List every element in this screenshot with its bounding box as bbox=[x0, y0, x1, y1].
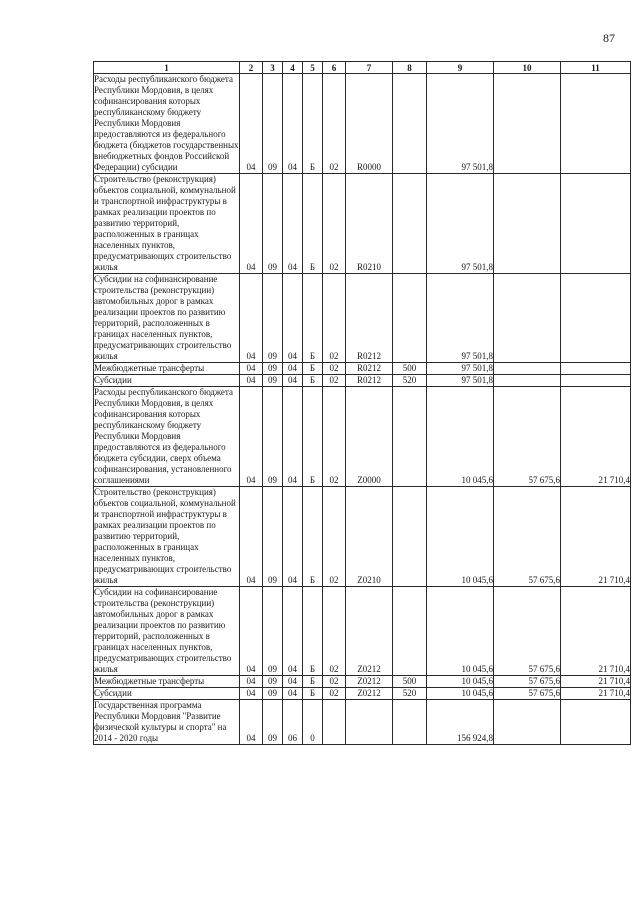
table-row bbox=[94, 375, 631, 387]
cell-c6: 02 bbox=[323, 274, 346, 363]
row-name bbox=[94, 387, 240, 487]
cell-c4: 04 bbox=[283, 387, 303, 487]
cell-c11 bbox=[561, 375, 631, 387]
cell-c8: 500 bbox=[393, 676, 427, 688]
cell-c3: 09 bbox=[263, 174, 283, 274]
row-name bbox=[94, 74, 240, 174]
cell-c5: Б bbox=[303, 487, 323, 587]
cell-c6: 02 bbox=[323, 74, 346, 174]
cell-c5: Б bbox=[303, 174, 323, 274]
row-name bbox=[94, 363, 240, 375]
cell-c2: 04 bbox=[240, 387, 263, 487]
cell-c4: 04 bbox=[283, 363, 303, 375]
row-name bbox=[94, 174, 240, 274]
column-header: 10 bbox=[494, 62, 561, 74]
cell-c6: 02 bbox=[323, 375, 346, 387]
cell-c5: Б bbox=[303, 363, 323, 375]
cell-c4: 04 bbox=[283, 676, 303, 688]
cell-c5: Б bbox=[303, 375, 323, 387]
cell-c6: 02 bbox=[323, 688, 346, 700]
row-name-text: Государственная программа Республики Мордовия "Развитие физической культуры и спорта" на 2014 - 2020 годы bbox=[94, 700, 227, 743]
row-name-text: Межбюджетные трансферты bbox=[94, 363, 205, 373]
cell-c7: Z0212 bbox=[346, 587, 393, 676]
cell-c8 bbox=[393, 487, 427, 587]
cell-c5: Б bbox=[303, 274, 323, 363]
cell-c11: 21 710,4 bbox=[561, 676, 631, 688]
cell-c7: Z0000 bbox=[346, 387, 393, 487]
cell-c2: 04 bbox=[240, 363, 263, 375]
cell-c7: R0212 bbox=[346, 274, 393, 363]
row-name-text: Субсидии на софинансирование строительства (реконструкции) автомобильных дорог в рамках реализации проектов по развитию территорий, расположенных в границах населенных пунктов, предусматривающих строительство жилья bbox=[94, 274, 232, 361]
cell-c3: 09 bbox=[263, 487, 283, 587]
cell-c9: 10 045,6 bbox=[427, 387, 494, 487]
row-name-text: Расходы республиканского бюджета Республики Мордовия, в целях софинансирования которых республиканскому бюджету Республики Мордовия предоставляются из федерального бюджета субсидии, сверх объема софинансирования, установленного соглашениями bbox=[94, 387, 233, 485]
cell-c3: 09 bbox=[263, 387, 283, 487]
cell-c9: 97 501,8 bbox=[427, 375, 494, 387]
cell-c2: 04 bbox=[240, 375, 263, 387]
row-name bbox=[94, 587, 240, 676]
cell-c7: R0210 bbox=[346, 174, 393, 274]
column-header: 7 bbox=[346, 62, 393, 74]
cell-c4: 04 bbox=[283, 487, 303, 587]
cell-c9: 156 924,8 bbox=[427, 700, 494, 745]
row-name-text: Строительство (реконструкция) объектов социальной, коммунальной и транспортной инфраструктуры в рамках реализации проектов по развитию территорий, расположенных в границах населенных пунктов, предусматривающих строительство жилья bbox=[94, 174, 236, 272]
cell-c3: 09 bbox=[263, 74, 283, 174]
column-header: 11 bbox=[561, 62, 631, 74]
cell-c3: 09 bbox=[263, 700, 283, 745]
cell-c10: 57 675,6 bbox=[494, 387, 561, 487]
column-header: 8 bbox=[393, 62, 427, 74]
cell-c9: 97 501,8 bbox=[427, 363, 494, 375]
cell-c11 bbox=[561, 174, 631, 274]
cell-c9: 10 045,6 bbox=[427, 688, 494, 700]
cell-c2: 04 bbox=[240, 688, 263, 700]
cell-c9: 97 501,8 bbox=[427, 174, 494, 274]
row-name bbox=[94, 688, 240, 700]
cell-c11: 21 710,4 bbox=[561, 688, 631, 700]
cell-c9: 10 045,6 bbox=[427, 587, 494, 676]
page-number: 87 bbox=[603, 31, 615, 45]
header-row bbox=[94, 62, 631, 74]
cell-c7 bbox=[346, 700, 393, 745]
cell-c3: 09 bbox=[263, 688, 283, 700]
cell-c3: 09 bbox=[263, 676, 283, 688]
cell-c10: 57 675,6 bbox=[494, 688, 561, 700]
table-row bbox=[94, 587, 631, 676]
cell-c5: Б bbox=[303, 587, 323, 676]
cell-c6: 02 bbox=[323, 587, 346, 676]
cell-c8 bbox=[393, 74, 427, 174]
cell-c11 bbox=[561, 74, 631, 174]
column-header: 3 bbox=[263, 62, 283, 74]
cell-c10 bbox=[494, 375, 561, 387]
cell-c4: 04 bbox=[283, 274, 303, 363]
cell-c10 bbox=[494, 274, 561, 363]
cell-c4: 04 bbox=[283, 587, 303, 676]
cell-c7: R0000 bbox=[346, 74, 393, 174]
table-row bbox=[94, 174, 631, 274]
cell-c5: Б bbox=[303, 387, 323, 487]
cell-c6: 02 bbox=[323, 676, 346, 688]
cell-c7: R0212 bbox=[346, 375, 393, 387]
cell-c5: Б bbox=[303, 688, 323, 700]
cell-c4: 04 bbox=[283, 375, 303, 387]
cell-c9: 97 501,8 bbox=[427, 274, 494, 363]
table-row bbox=[94, 487, 631, 587]
cell-c11 bbox=[561, 363, 631, 375]
row-name-text: Строительство (реконструкция) объектов социальной, коммунальной и транспортной инфраструктуры в рамках реализации проектов по развитию территорий, расположенных в границах населенных пунктов, предусматривающих строительство жилья bbox=[94, 487, 236, 585]
table-row bbox=[94, 700, 631, 745]
cell-c11: 21 710,4 bbox=[561, 487, 631, 587]
row-name-text: Межбюджетные трансферты bbox=[94, 676, 205, 686]
cell-c9: 97 501,8 bbox=[427, 74, 494, 174]
cell-c10: 57 675,6 bbox=[494, 487, 561, 587]
row-name bbox=[94, 700, 240, 745]
table-row bbox=[94, 363, 631, 375]
table-row bbox=[94, 688, 631, 700]
cell-c8 bbox=[393, 700, 427, 745]
column-header: 9 bbox=[427, 62, 494, 74]
row-name-text: Субсидии bbox=[94, 375, 132, 385]
cell-c6: 02 bbox=[323, 487, 346, 587]
cell-c4: 04 bbox=[283, 688, 303, 700]
cell-c2: 04 bbox=[240, 174, 263, 274]
cell-c6: 02 bbox=[323, 363, 346, 375]
cell-c4: 04 bbox=[283, 174, 303, 274]
cell-c4: 04 bbox=[283, 74, 303, 174]
table-row bbox=[94, 676, 631, 688]
cell-c3: 09 bbox=[263, 274, 283, 363]
row-name-text: Расходы республиканского бюджета Республики Мордовия, в целях софинансирования которых республиканскому бюджету Республики Мордовия предоставляются из федерального бюджета (бюджетов государственных внебюджетных фондов Российской Федерации) субсидии bbox=[94, 74, 239, 172]
cell-c4: 06 bbox=[283, 700, 303, 745]
cell-c8 bbox=[393, 274, 427, 363]
cell-c8 bbox=[393, 587, 427, 676]
cell-c6: 02 bbox=[323, 174, 346, 274]
cell-c5: Б bbox=[303, 74, 323, 174]
cell-c11 bbox=[561, 700, 631, 745]
cell-c3: 09 bbox=[263, 363, 283, 375]
cell-c6: 02 bbox=[323, 387, 346, 487]
cell-c10 bbox=[494, 700, 561, 745]
cell-c10: 57 675,6 bbox=[494, 587, 561, 676]
row-name-text: Субсидии bbox=[94, 688, 132, 698]
cell-c8 bbox=[393, 387, 427, 487]
cell-c10 bbox=[494, 174, 561, 274]
row-name bbox=[94, 375, 240, 387]
column-header: 4 bbox=[283, 62, 303, 74]
cell-c2: 04 bbox=[240, 74, 263, 174]
table-row bbox=[94, 387, 631, 487]
row-name bbox=[94, 274, 240, 363]
table-row bbox=[94, 274, 631, 363]
cell-c8: 520 bbox=[393, 688, 427, 700]
cell-c10 bbox=[494, 74, 561, 174]
cell-c8: 520 bbox=[393, 375, 427, 387]
column-header: 6 bbox=[323, 62, 346, 74]
row-name-text: Субсидии на софинансирование строительства (реконструкции) автомобильных дорог в рамках реализации проектов по развитию территорий, расположенных в границах населенных пунктов, предусматривающих строительство жилья bbox=[94, 587, 232, 674]
table-row bbox=[94, 74, 631, 174]
cell-c9: 10 045,6 bbox=[427, 487, 494, 587]
column-header: 5 bbox=[303, 62, 323, 74]
cell-c10: 57 675,6 bbox=[494, 676, 561, 688]
cell-c10 bbox=[494, 363, 561, 375]
cell-c8: 500 bbox=[393, 363, 427, 375]
cell-c3: 09 bbox=[263, 587, 283, 676]
cell-c5: 0 bbox=[303, 700, 323, 745]
row-name bbox=[94, 676, 240, 688]
column-header: 1 bbox=[94, 62, 240, 74]
cell-c8 bbox=[393, 174, 427, 274]
cell-c2: 04 bbox=[240, 274, 263, 363]
cell-c7: Z0210 bbox=[346, 487, 393, 587]
row-name bbox=[94, 487, 240, 587]
cell-c7: R0212 bbox=[346, 363, 393, 375]
column-header: 2 bbox=[240, 62, 263, 74]
budget-table bbox=[93, 61, 631, 745]
cell-c2: 04 bbox=[240, 587, 263, 676]
cell-c6 bbox=[323, 700, 346, 745]
cell-c2: 04 bbox=[240, 700, 263, 745]
cell-c2: 04 bbox=[240, 676, 263, 688]
cell-c11: 21 710,4 bbox=[561, 387, 631, 487]
cell-c11: 21 710,4 bbox=[561, 587, 631, 676]
cell-c11 bbox=[561, 274, 631, 363]
cell-c2: 04 bbox=[240, 487, 263, 587]
cell-c5: Б bbox=[303, 676, 323, 688]
cell-c9: 10 045,6 bbox=[427, 676, 494, 688]
cell-c7: Z0212 bbox=[346, 676, 393, 688]
cell-c7: Z0212 bbox=[346, 688, 393, 700]
cell-c3: 09 bbox=[263, 375, 283, 387]
